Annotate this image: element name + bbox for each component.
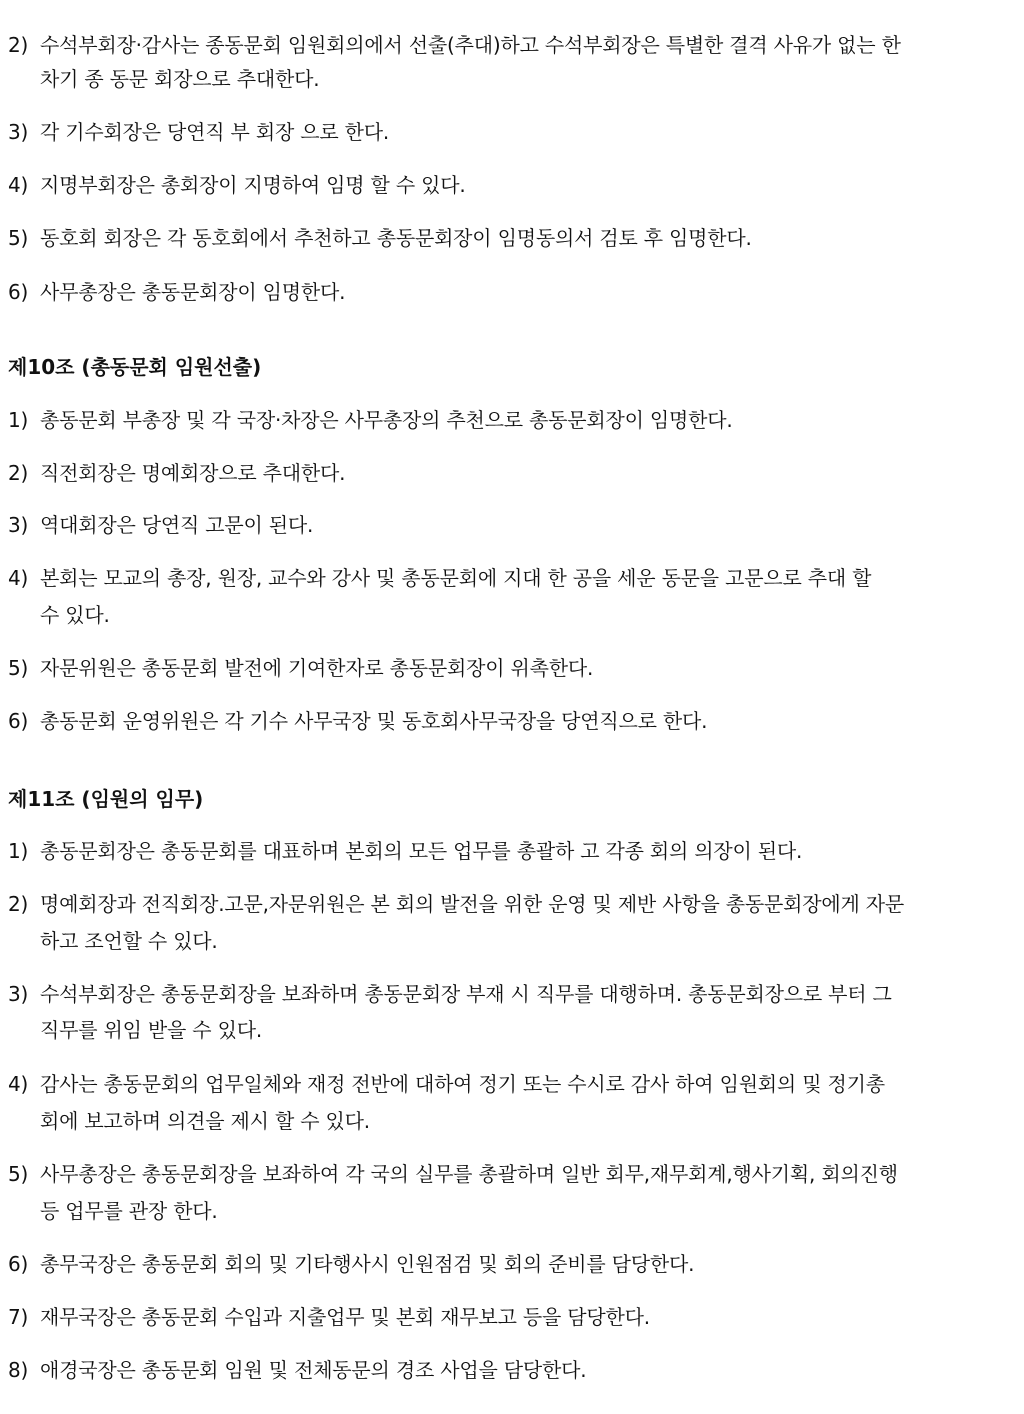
item-text: 자문위원은 총동문회 발전에 기여한자로 총동문회장이 위촉한다. — [40, 656, 594, 680]
item-number: 4) — [8, 1072, 29, 1096]
item-number: 3) — [8, 120, 29, 144]
item-text: 사무총장은 총동문회장이 임명한다. — [40, 280, 346, 304]
item-number: 5) — [8, 656, 29, 680]
item-text: 회에 보고하며 의견을 제시 할 수 있다. — [40, 1109, 370, 1133]
item-text: 사무총장은 총동문회장을 보좌하여 각 국의 실무를 총괄하며 일반 회무,재무회계,행사기획, 회의진행 — [40, 1162, 898, 1186]
item-number: 4) — [8, 173, 29, 197]
item-number: 3) — [8, 513, 29, 537]
item-number: 1) — [8, 408, 29, 432]
item-number: 5) — [8, 226, 29, 250]
item-number: 8) — [8, 1358, 29, 1382]
item-number: 6) — [8, 280, 29, 304]
item-text: 직무를 위임 받을 수 있다. — [40, 1018, 262, 1042]
item-text: 지명부회장은 총회장이 지명하여 임명 할 수 있다. — [40, 173, 466, 197]
item-text: 각 기수회장은 당연직 부 회장 으로 한다. — [40, 120, 390, 144]
item-text: 등 업무를 관장 한다. — [40, 1199, 218, 1223]
article-heading: 제11조 (임원의 임무) — [8, 787, 204, 811]
item-text: 총동문회 부총장 및 각 국장·차장은 사무총장의 추천으로 총동문회장이 임명한다. — [40, 408, 733, 432]
item-text: 감사는 총동문회의 업무일체와 재정 전반에 대하여 정기 또는 수시로 감사 하여 임원회의 및 정기총 — [40, 1072, 885, 1096]
item-text: 수 있다. — [40, 603, 110, 627]
item-text: 애경국장은 총동문회 임원 및 전체동문의 경조 사업을 담당한다. — [40, 1358, 587, 1382]
item-number: 5) — [8, 1162, 29, 1186]
item-text: 동호회 회장은 각 동호회에서 추천하고 총동문회장이 임명동의서 검토 후 임명한다. — [40, 226, 752, 250]
item-number: 2) — [8, 892, 29, 916]
item-number: 6) — [8, 1252, 29, 1276]
item-number: 2) — [8, 461, 29, 485]
item-number: 6) — [8, 709, 29, 733]
item-number: 4) — [8, 566, 29, 590]
item-number: 3) — [8, 982, 29, 1006]
item-text: 수석부회장은 총동문회장을 보좌하며 총동문회장 부재 시 직무를 대행하며. 총동문회장으로 부터 그 — [40, 982, 892, 1006]
item-text: 재무국장은 총동문회 수입과 지출업무 및 본회 재무보고 등을 담당한다. — [40, 1305, 650, 1329]
item-text: 총동문회장은 총동문회를 대표하며 본회의 모든 업무를 총괄하 고 각종 회의 의장이 된다. — [40, 839, 803, 863]
item-text: 차기 종 동문 회장으로 추대한다. — [40, 67, 320, 91]
item-number: 2) — [8, 33, 29, 57]
item-text: 총동문회 운영위원은 각 기수 사무국장 및 동호회사무국장을 당연직으로 한다. — [40, 709, 708, 733]
item-text: 명예회장과 전직회장.고문,자문위원은 본 회의 발전을 위한 운영 및 제반 사항을 총동문회장에게 자문 — [40, 892, 904, 916]
item-text: 본회는 모교의 총장, 원장, 교수와 강사 및 총동문회에 지대 한 공을 세운 동문을 고문으로 추대 할 — [40, 566, 872, 590]
item-text: 총무국장은 총동문회 회의 및 기타행사시 인원점검 및 회의 준비를 담당한다. — [40, 1252, 695, 1276]
item-number: 1) — [8, 839, 29, 863]
item-text: 하고 조언할 수 있다. — [40, 929, 218, 953]
item-text: 직전회장은 명예회장으로 추대한다. — [40, 461, 346, 485]
item-text: 수석부회장·감사는 종동문회 임원회의에서 선출(추대)하고 수석부회장은 특별한 결격 사유가 없는 한 — [40, 33, 901, 57]
item-number: 7) — [8, 1305, 29, 1329]
item-text: 역대회장은 당연직 고문이 된다. — [40, 513, 314, 537]
article-heading: 제10조 (총동문회 임원선출) — [8, 355, 262, 379]
